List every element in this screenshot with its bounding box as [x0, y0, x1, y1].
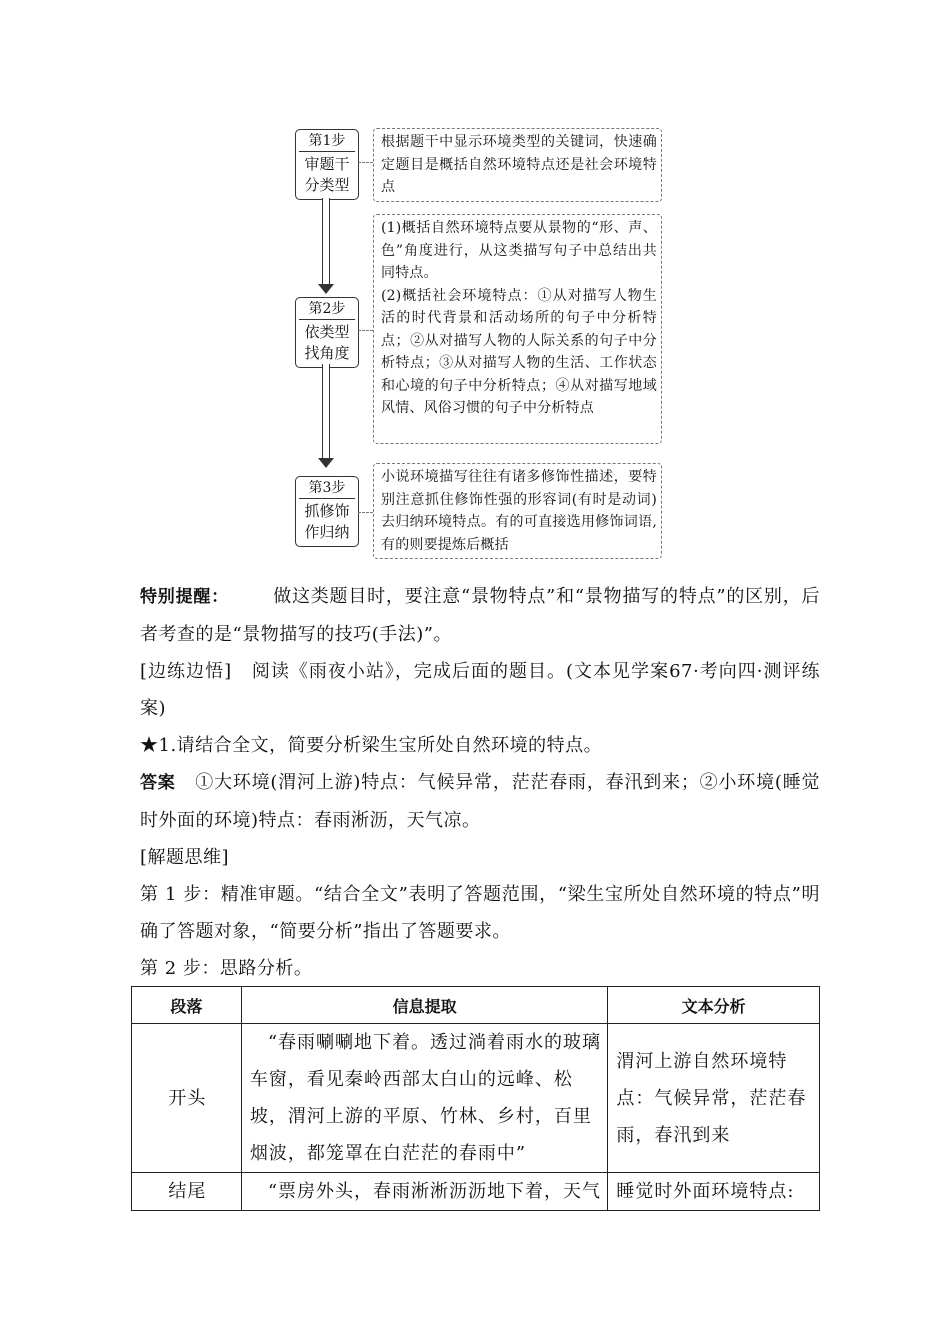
step-1-title-line2: 分类型: [304, 176, 350, 194]
step-3-desc-text: 小说环境描写往往有诸多修饰性描述，要特别注意抓住修饰性强的形容词(有时是动词)去归纳环境特点。有的可直接选用修饰词语,有的则要提炼后概括: [381, 469, 657, 553]
analysis-table: [131, 986, 820, 1211]
step-2-title-line1: 依类型: [304, 323, 350, 341]
practice-text: 阅读《雨夜小站》，完成后面的题目。(文本见学案67·考向四·测评练案): [140, 661, 821, 719]
table-header-row: [132, 987, 820, 1024]
step-2-desc-text-2: (2)概括社会环境特点：①从对描写人物生活的时代背景和活动场所的句子中分析特点；②从对描写人物的人际关系的句子中分析特点；③从对描写人物的生活、工作状态和心境的句子中分析特点；④从对描写地域风情、风俗习惯的句子中分析特点: [381, 287, 657, 416]
step-2-desc-text-1: (1)概括自然环境特点要从景物的“形、声、色”角度进行，从这类描写句子中总结出共同特点。: [381, 220, 657, 281]
table-row: [132, 1173, 820, 1211]
row-1-info: “春雨唰唰地下着。透过淌着雨水的玻璃车窗，看见秦岭西部太白山的远峰、松坡，渭河上游的平原、竹林、乡村，百里烟波，都笼罩在白茫茫的春雨中”: [241, 1024, 607, 1173]
step-2-box: [295, 297, 359, 368]
answer-paragraph: [140, 764, 820, 839]
thinking-step-2: 第 2 步：思路分析。: [140, 958, 313, 979]
table-row: [132, 1024, 820, 1173]
question-paragraph: ★1.请结合全文，简要分析梁生宝所处自然环境的特点。: [140, 735, 603, 756]
practice-label: [边练边悟]: [140, 661, 232, 682]
row-2-section: 结尾: [132, 1173, 242, 1211]
arrow-down-icon: [321, 364, 331, 470]
step-1-desc-text: 根据题干中显示环境类型的关键词，快速确定题目是概括自然环境特点还是社会环境特点: [381, 134, 657, 195]
header-info: 信息提取: [241, 987, 607, 1024]
step-1-title-line1: 审题干: [304, 155, 350, 173]
step-3-description: [373, 463, 662, 559]
body-text: [140, 578, 820, 987]
step-3-title-line1: 抓修饰: [304, 502, 350, 520]
row-2-analysis: 睡觉时外面环境特点:: [608, 1173, 820, 1211]
row-2-info: “票房外头，春雨淅淅沥沥地下着，天气: [241, 1173, 607, 1211]
practice-paragraph: [140, 653, 820, 727]
step-2-title-line2: 找角度: [304, 344, 350, 362]
step-1-connector: [358, 162, 373, 163]
step-2-description: [373, 214, 662, 444]
answer-label: 答案: [140, 773, 176, 793]
flowchart: [295, 124, 657, 556]
step-3-connector: [358, 512, 373, 513]
row-1-analysis: 渭河上游自然环境特点：气候异常，茫茫春雨，春汛到来: [608, 1024, 820, 1173]
row-1-section: 开头: [132, 1024, 242, 1173]
answer-text: ①大环境(渭河上游)特点：气候异常，茫茫春雨，春汛到来；②小环境(睡觉时外面的环境)特点：春雨淅沥，天气凉。: [140, 772, 820, 831]
step-1-description: [373, 128, 662, 202]
step-2-connector: [358, 330, 373, 331]
step-1-number: 第1步: [299, 132, 355, 152]
step-1-box: [295, 129, 359, 200]
reminder-paragraph: [140, 578, 820, 653]
header-analysis: 文本分析: [608, 987, 820, 1024]
thinking-step-1: 第 1 步：精准审题。“结合全文”表明了答题范围，“梁生宝所处自然环境的特点”明确了答题对象，“简要分析”指出了答题要求。: [140, 884, 820, 942]
header-section: 段落: [132, 987, 242, 1024]
reminder-label: 特别提醒：: [140, 587, 229, 607]
step-3-box: [295, 476, 359, 547]
step-2-number: 第2步: [299, 300, 355, 320]
step-3-number: 第3步: [299, 479, 355, 499]
step-3-title-line2: 作归纳: [304, 523, 350, 541]
thinking-label: [解题思维]: [140, 847, 230, 868]
arrow-down-icon: [321, 198, 331, 296]
reminder-text: 做这类题目时，要注意“景物特点”和“景物描写的特点”的区别，后者考查的是“景物描写的技巧(手法)”。: [140, 586, 821, 645]
